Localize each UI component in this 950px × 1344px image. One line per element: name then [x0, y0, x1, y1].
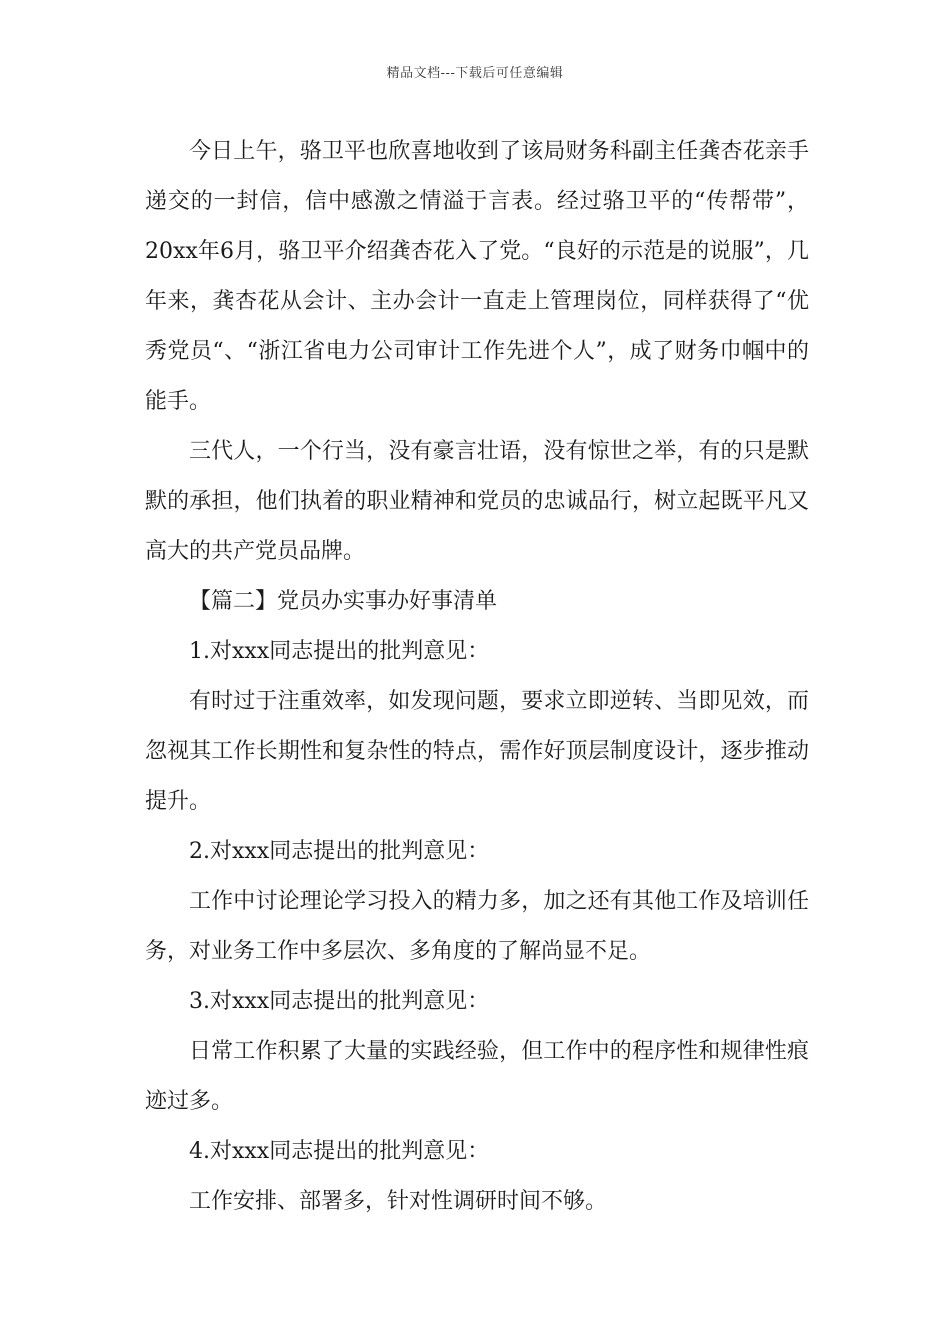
criticism-item-3-body: 日常工作积累了大量的实践经验，但工作中的程序性和规律性痕迹过多。 [145, 1039, 809, 1114]
criticism-item-1-title: 1.对xxx同志提出的批判意见： [189, 639, 490, 664]
criticism-item-2-title: 2.对xxx同志提出的批判意见： [189, 839, 490, 864]
section-heading: 【篇二】党员办实事办好事清单 [189, 589, 498, 614]
criticism-item-3-title: 3.对xxx同志提出的批判意见： [189, 989, 490, 1014]
criticism-item-4-title: 4.对xxx同志提出的批判意见： [189, 1139, 490, 1164]
document-body [145, 127, 809, 1227]
criticism-item-2-body: 工作中讨论理论学习投入的精力多，加之还有其他工作及培训任务，对业务工作中多层次、多角度的了解尚显不足。 [145, 889, 809, 964]
criticism-item-4-body: 工作安排、部署多，针对性调研时间不够。 [189, 1189, 608, 1214]
paragraph-three-generations: 三代人，一个行当，没有豪言壮语，没有惊世之举，有的只是默默的承担，他们执着的职业精神和党员的忠诚品行，树立起既平凡又高大的共产党员品牌。 [145, 439, 809, 564]
paragraph-praise-letter: 今日上午，骆卫平也欣喜地收到了该局财务科副主任龚杏花亲手递交的一封信，信中感激之情溢于言表。经过骆卫平的“传帮带”，20xx年6月，骆卫平介绍龚杏花入了党。“良好的示范是的说服”，几年来，龚杏花从会计、主办会计一直走上管理岗位，同样获得了“优秀党员“、“浙江省电力公司审计工作先进个人”，成了财务巾帼中的能手。 [145, 139, 809, 414]
criticism-item-1-body: 有时过于注重效率，如发现问题，要求立即逆转、当即见效，而忽视其工作长期性和复杂性的特点，需作好顶层制度设计，逐步推动提升。 [145, 689, 809, 814]
page-header: 精品文档---下载后可任意编辑 [386, 66, 564, 81]
